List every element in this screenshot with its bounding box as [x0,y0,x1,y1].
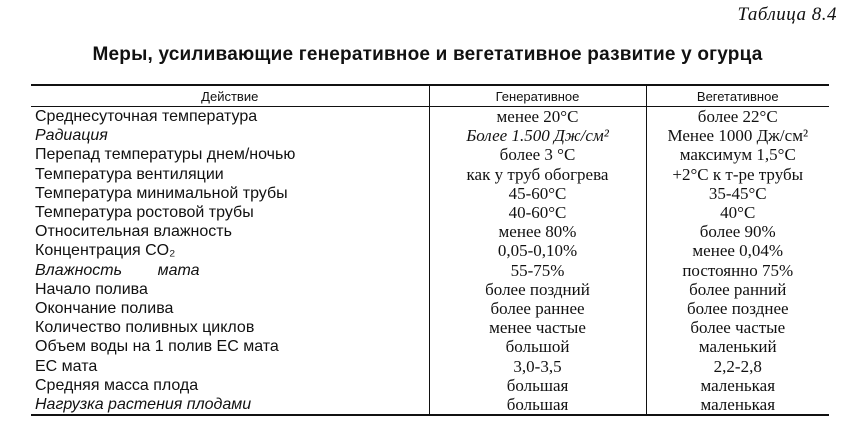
cell-action: Среднесуточная температура [35,108,258,126]
cell-generative: Более 1.500 Дж/см² [429,126,646,145]
measures-table [31,84,829,416]
table-row [31,261,829,280]
cell-generative: более поздний [429,280,646,299]
table-number-label: Таблица 8.4 [737,4,837,25]
cell-generative: 45-60°C [429,184,646,203]
table-row [31,222,829,241]
cell-vegetative: 40°C [646,203,829,222]
cell-vegetative: более 90% [646,222,829,241]
table-row [31,165,829,184]
cell-action: Количество поливных циклов [35,319,255,337]
cell-vegetative: максимум 1,5°C [646,145,829,164]
table-row [31,107,829,127]
cell-vegetative: 35-45°C [646,184,829,203]
cell-generative: менее 20°C [429,107,646,127]
cell-generative: большая [429,376,646,395]
cell-action: Температура вентиляции [35,165,224,183]
cell-generative: 0,05-0,10% [429,241,646,260]
cell-generative: большой [429,337,646,356]
cell-generative: более раннее [429,299,646,318]
column-header-generative: Генеративное [429,85,646,107]
cell-vegetative: более частые [646,318,829,337]
table-row [31,145,829,164]
cell-generative: 40-60°C [429,203,646,222]
cell-action: Объем воды на 1 полив EC мата [35,338,279,356]
cell-generative: как у труб обогрева [429,165,646,184]
table-row [31,203,829,222]
cell-generative: большая [429,395,646,415]
cell-action: Концентрация CO₂ [35,242,176,260]
table-row [31,318,829,337]
column-header-action: Действие [31,85,429,107]
table-row [31,299,829,318]
table-row [31,184,829,203]
cell-action: Средняя масса плода [35,376,199,394]
cell-vegetative: маленькая [646,376,829,395]
cell-action: Относительная влажность [35,223,232,241]
cell-action: Радиация [35,127,108,145]
table-row [31,241,829,260]
cell-action: Окончание полива [35,299,174,317]
cell-action: Влажность мата [35,261,200,279]
table-row [31,280,829,299]
table-row [31,395,829,415]
table-title: Меры, усиливающие генеративное и вегетативное развитие у огурца [92,44,763,65]
cell-action: Температура ростовой трубы [35,204,254,222]
cell-generative: менее 80% [429,222,646,241]
cell-vegetative: менее 0,04% [646,241,829,260]
cell-vegetative: маленький [646,337,829,356]
cell-action: Перепад температуры днем/ночью [35,146,296,164]
cell-vegetative: 2,2-2,8 [646,356,829,375]
cell-vegetative: Менее 1000 Дж/см² [646,126,829,145]
cell-generative: 55-75% [429,261,646,280]
table-row [31,376,829,395]
cell-vegetative: более ранний [646,280,829,299]
column-header-vegetative: Вегетативное [646,85,829,107]
cell-vegetative: более 22°C [646,107,829,127]
cell-vegetative: маленькая [646,395,829,415]
table-row [31,356,829,375]
cell-vegetative: более позднее [646,299,829,318]
cell-action: Температура минимальной трубы [35,184,288,202]
cell-action: EC мата [35,357,98,375]
cell-vegetative: +2°C к т-ре трубы [646,165,829,184]
cell-action: Начало полива [35,280,148,298]
cell-generative: 3,0-3,5 [429,356,646,375]
cell-generative: менее частые [429,318,646,337]
header-row [31,85,829,107]
table-row [31,126,829,145]
cell-action: Нагрузка растения плодами [31,395,429,415]
table-row [31,337,829,356]
cell-generative: более 3 °C [429,145,646,164]
cell-vegetative: постоянно 75% [646,261,829,280]
